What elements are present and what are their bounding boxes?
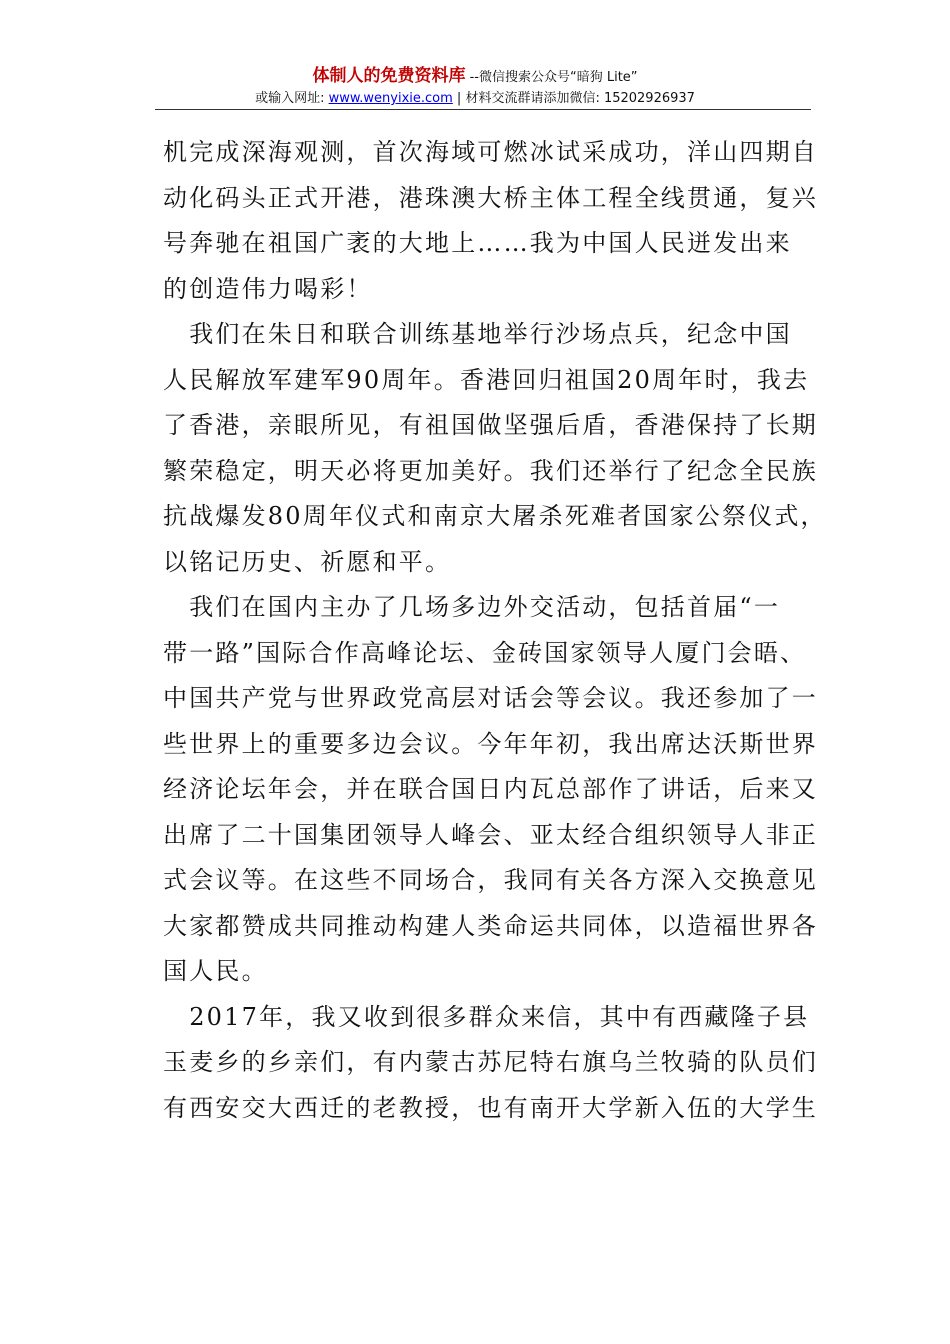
text-line: 中国共产党与世界政党高层对话会等会议。我还参加了一 bbox=[163, 684, 818, 712]
header-title-line bbox=[0, 66, 950, 88]
text-line: 带一路”国际合作高峰论坛、金砖国家领导人厦门会晤、 bbox=[163, 638, 807, 667]
text-line: 抗战爆发80周年仪式和南京大屠杀死难者国家公祭仪式， bbox=[163, 502, 827, 530]
header-contact-line bbox=[0, 90, 950, 108]
header-divider bbox=[155, 109, 811, 110]
text-line: 繁荣稳定，明天必将更加美好。我们还举行了纪念全民族 bbox=[163, 456, 818, 485]
url-prefix: 或输入网址: bbox=[255, 91, 329, 106]
text-line: 有西安交大西迁的老教授，也有南开大学新入伍的大学生 bbox=[163, 1093, 818, 1122]
text-line: 我们在朱日和联合训练基地举行沙场点兵，纪念中国 bbox=[163, 320, 792, 348]
page-header bbox=[0, 66, 950, 108]
text-line: 以铭记历史、祈愿和平。 bbox=[163, 547, 452, 576]
text-line: 式会议等。在这些不同场合，我同有关各方深入交换意见 bbox=[163, 866, 818, 894]
text-line: 2017年，我又收到很多群众来信，其中有西藏隆子县 bbox=[163, 1002, 810, 1031]
text-line: 大家都赞成共同推动构建人类命运共同体，以造福世界各 bbox=[163, 911, 818, 940]
text-line: 动化码头正式开港，港珠澳大桥主体工程全线贯通，复兴 bbox=[163, 183, 818, 212]
text-line: 号奔驰在祖国广袤的大地上……我为中国人民迸发出来 bbox=[163, 229, 792, 257]
text-line: 玉麦乡的乡亲们，有内蒙古苏尼特右旗乌兰牧骑的队员们 bbox=[163, 1048, 818, 1076]
text-line: 人民解放军建军90周年。香港回归祖国20周年时，我去 bbox=[163, 365, 810, 394]
text-line: 国人民。 bbox=[163, 957, 268, 985]
wechat-contact: | 材料交流群请添加微信: 15202926937 bbox=[452, 91, 695, 106]
text-line: 出席了二十国集团领导人峰会、亚太经合组织领导人非正 bbox=[163, 820, 818, 849]
header-slogan: --微信搜索公众号“暗狗 Lite” bbox=[465, 70, 638, 85]
brand-title: 体制人的免费资料库 bbox=[312, 66, 466, 86]
text-line: 经济论坛年会，并在联合国日内瓦总部作了讲话，后来又 bbox=[163, 775, 818, 803]
text-line: 的创造伟力喝彩！ bbox=[163, 274, 373, 303]
document-body bbox=[163, 130, 827, 1131]
text-line: 了香港，亲眼所见，有祖国做坚强后盾，香港保持了长期 bbox=[163, 411, 818, 439]
text-line: 机完成深海观测，首次海域可燃冰试采成功，洋山四期自 bbox=[163, 138, 818, 166]
text-line: 我们在国内主办了几场多边外交活动，包括首届“一 bbox=[163, 593, 781, 621]
website-link[interactable]: www.wenyixie.com bbox=[328, 91, 453, 106]
text-line: 些世界上的重要多边会议。今年年初，我出席达沃斯世界 bbox=[163, 729, 818, 758]
